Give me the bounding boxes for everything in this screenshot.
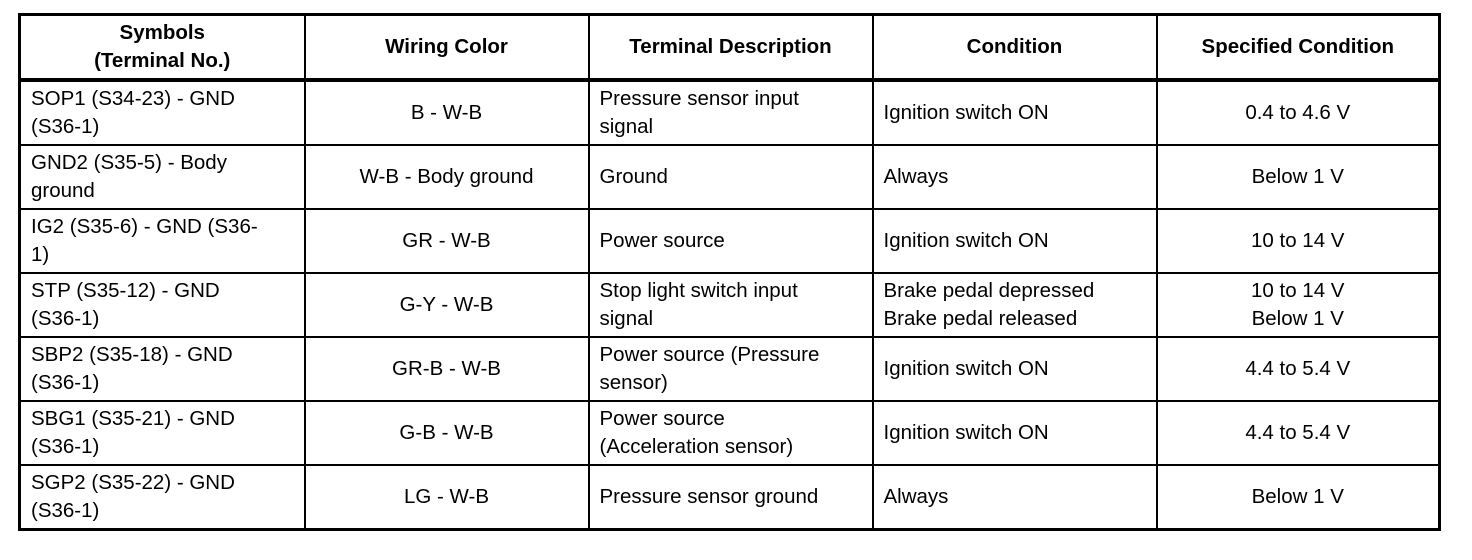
cell-terminal-description-line: Power source (Pressure bbox=[599, 343, 820, 366]
cell-terminal-description-line: Pressure sensor ground bbox=[599, 485, 819, 508]
cell-symbol-line: (S36-1) bbox=[31, 499, 100, 522]
cell-specified-condition bbox=[1157, 80, 1440, 145]
table-row bbox=[20, 80, 1440, 145]
cell-wiring-color: GR-B - W-B bbox=[305, 337, 589, 401]
cell-specified-condition-line: 4.4 to 5.4 V bbox=[1245, 357, 1351, 380]
cell-terminal-description-line: Power source bbox=[599, 407, 725, 430]
cell-condition-line: Ignition switch ON bbox=[883, 101, 1049, 124]
cell-symbol-line: GND2 (S35-5) - Body bbox=[31, 151, 227, 174]
cell-wiring-color: G-Y - W-B bbox=[305, 273, 589, 337]
cell-specified-condition-line: 4.4 to 5.4 V bbox=[1245, 421, 1351, 444]
cell-symbol bbox=[20, 145, 305, 209]
cell-specified-condition-line: Below 1 V bbox=[1251, 485, 1344, 508]
cell-terminal-description-line: sensor) bbox=[599, 371, 668, 394]
cell-condition bbox=[873, 401, 1157, 465]
cell-terminal-description bbox=[589, 209, 873, 273]
cell-terminal-description bbox=[589, 465, 873, 530]
cell-symbol-line: SBG1 (S35-21) - GND bbox=[31, 407, 235, 430]
terminal-inspection-table bbox=[18, 13, 1441, 531]
cell-condition bbox=[873, 209, 1157, 273]
table-header-row bbox=[20, 15, 1440, 81]
cell-symbol-line: (S36-1) bbox=[31, 371, 100, 394]
cell-symbol bbox=[20, 465, 305, 530]
cell-symbol bbox=[20, 401, 305, 465]
cell-symbol bbox=[20, 337, 305, 401]
cell-wiring-color: B - W-B bbox=[305, 80, 589, 145]
terminal-inspection-table-container bbox=[18, 13, 1438, 531]
cell-specified-condition-line: Below 1 V bbox=[1251, 307, 1344, 330]
cell-symbol bbox=[20, 209, 305, 273]
cell-specified-condition bbox=[1157, 209, 1440, 273]
cell-symbol-line: ground bbox=[31, 179, 95, 202]
cell-condition-line: Ignition switch ON bbox=[883, 421, 1049, 444]
cell-condition bbox=[873, 80, 1157, 145]
cell-symbol-line: (S36-1) bbox=[31, 307, 100, 330]
cell-symbol-line: SOP1 (S34-23) - GND bbox=[31, 87, 235, 110]
cell-symbol-line: SBP2 (S35-18) - GND bbox=[31, 343, 233, 366]
table-row bbox=[20, 209, 1440, 273]
table-row bbox=[20, 465, 1440, 530]
cell-specified-condition bbox=[1157, 273, 1440, 337]
cell-terminal-description-line: Stop light switch input bbox=[599, 279, 798, 302]
cell-terminal-description-line: Pressure sensor input bbox=[599, 87, 799, 110]
cell-wiring-color: GR - W-B bbox=[305, 209, 589, 273]
cell-symbol-line: STP (S35-12) - GND bbox=[31, 279, 220, 302]
cell-specified-condition-line: 0.4 to 4.6 V bbox=[1245, 101, 1351, 124]
header-symbols bbox=[20, 15, 305, 81]
table-body bbox=[20, 80, 1440, 530]
cell-specified-condition bbox=[1157, 401, 1440, 465]
header-specified-condition: Specified Condition bbox=[1157, 15, 1440, 81]
cell-wiring-color: LG - W-B bbox=[305, 465, 589, 530]
cell-wiring-color: G-B - W-B bbox=[305, 401, 589, 465]
cell-condition bbox=[873, 273, 1157, 337]
cell-condition-line: Always bbox=[883, 165, 949, 188]
cell-terminal-description bbox=[589, 337, 873, 401]
cell-specified-condition bbox=[1157, 465, 1440, 530]
cell-condition bbox=[873, 465, 1157, 530]
table-row bbox=[20, 273, 1440, 337]
cell-symbol bbox=[20, 80, 305, 145]
cell-condition-line: Always bbox=[883, 485, 949, 508]
cell-condition bbox=[873, 145, 1157, 209]
cell-terminal-description bbox=[589, 401, 873, 465]
table-row bbox=[20, 145, 1440, 209]
table-row bbox=[20, 337, 1440, 401]
header-wiring-color: Wiring Color bbox=[305, 15, 589, 81]
cell-terminal-description-line: Power source bbox=[599, 229, 725, 252]
cell-terminal-description-line: (Acceleration sensor) bbox=[599, 435, 794, 458]
cell-symbol-line: (S36-1) bbox=[31, 435, 100, 458]
cell-wiring-color: W-B - Body ground bbox=[305, 145, 589, 209]
header-symbols-line2: (Terminal No.) bbox=[94, 49, 231, 72]
cell-terminal-description bbox=[589, 273, 873, 337]
cell-specified-condition bbox=[1157, 337, 1440, 401]
cell-terminal-description bbox=[589, 80, 873, 145]
cell-specified-condition bbox=[1157, 145, 1440, 209]
cell-terminal-description-line: Ground bbox=[599, 165, 668, 188]
cell-condition-line: Brake pedal released bbox=[883, 307, 1078, 330]
header-terminal-description: Terminal Description bbox=[589, 15, 873, 81]
cell-symbol-line: (S36-1) bbox=[31, 115, 100, 138]
cell-terminal-description-line: signal bbox=[599, 115, 654, 138]
cell-terminal-description-line: signal bbox=[599, 307, 654, 330]
cell-symbol-line: 1) bbox=[31, 243, 50, 266]
cell-specified-condition-line: 10 to 14 V bbox=[1251, 279, 1345, 302]
table-row bbox=[20, 401, 1440, 465]
cell-terminal-description bbox=[589, 145, 873, 209]
cell-symbol-line: IG2 (S35-6) - GND (S36- bbox=[31, 215, 258, 238]
header-symbols-line1: Symbols bbox=[119, 21, 205, 44]
cell-condition-line: Ignition switch ON bbox=[883, 357, 1049, 380]
cell-condition-line: Ignition switch ON bbox=[883, 229, 1049, 252]
cell-specified-condition-line: Below 1 V bbox=[1251, 165, 1344, 188]
cell-condition bbox=[873, 337, 1157, 401]
cell-condition-line: Brake pedal depressed bbox=[883, 279, 1095, 302]
cell-symbol bbox=[20, 273, 305, 337]
header-condition: Condition bbox=[873, 15, 1157, 81]
cell-specified-condition-line: 10 to 14 V bbox=[1251, 229, 1345, 252]
cell-symbol-line: SGP2 (S35-22) - GND bbox=[31, 471, 235, 494]
